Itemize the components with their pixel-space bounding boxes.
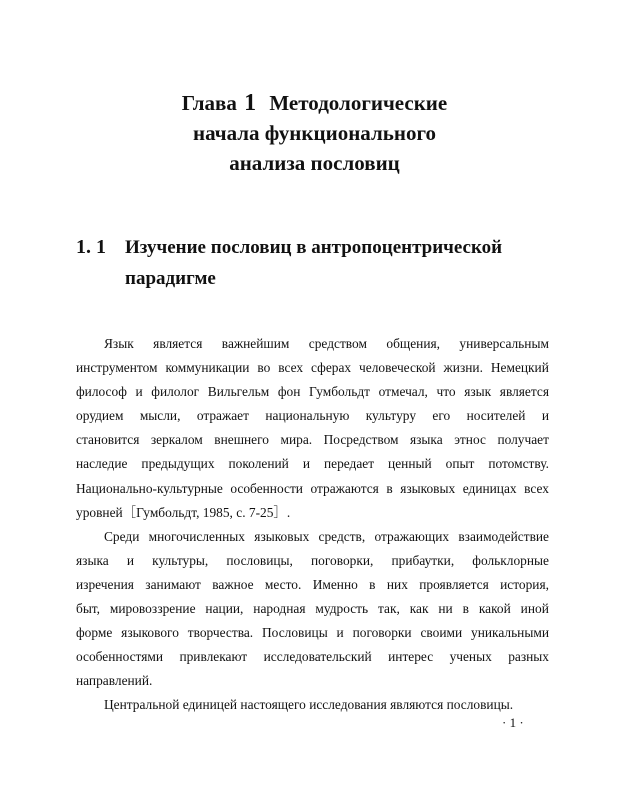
word: пословицы, bbox=[226, 552, 293, 568]
body-line bbox=[76, 452, 549, 476]
word: общения, bbox=[386, 336, 440, 351]
word: Гумбольдт bbox=[308, 384, 370, 400]
word: и bbox=[126, 552, 134, 568]
word: его bbox=[432, 408, 451, 424]
word: всех bbox=[278, 360, 304, 376]
word: единицах bbox=[462, 480, 517, 496]
body-line bbox=[76, 404, 549, 428]
word: языка bbox=[76, 552, 109, 568]
word: мира. bbox=[280, 432, 313, 448]
body-line bbox=[76, 332, 549, 356]
word: ни bbox=[438, 601, 453, 617]
word: отражающих bbox=[374, 528, 450, 544]
page-number: · 1 · bbox=[502, 715, 524, 730]
body-text bbox=[76, 332, 549, 718]
word: Пословицы bbox=[262, 625, 328, 641]
word: во bbox=[257, 360, 271, 376]
word: Посредством bbox=[323, 432, 399, 448]
chapter-title-line: Методологические bbox=[269, 91, 448, 115]
word: становится bbox=[76, 432, 140, 448]
word: и bbox=[135, 384, 143, 400]
body-line: направлений. bbox=[76, 673, 153, 689]
word: прибаутки, bbox=[391, 552, 455, 568]
word: своими bbox=[420, 625, 463, 641]
word: исследовательский bbox=[263, 649, 372, 665]
word: важнейшим bbox=[221, 336, 290, 351]
word: опыт bbox=[445, 456, 475, 472]
word: важное bbox=[212, 576, 254, 592]
word: история, bbox=[500, 576, 549, 592]
word: предыдущих bbox=[141, 456, 215, 472]
word: поговорки, bbox=[311, 552, 374, 568]
word: Вильгельм bbox=[207, 384, 270, 400]
word: в bbox=[369, 576, 376, 592]
body-line bbox=[76, 356, 549, 380]
word: нации, bbox=[205, 601, 244, 617]
word: внешнего bbox=[214, 432, 269, 448]
word: взаимодействие bbox=[458, 528, 549, 544]
word: проявляется bbox=[419, 576, 489, 592]
word: наследие bbox=[76, 456, 128, 472]
section-number: 1. 1 bbox=[76, 236, 106, 258]
word: языкового bbox=[121, 625, 179, 641]
word: в bbox=[386, 480, 393, 496]
word: поколений bbox=[228, 456, 289, 472]
word: ученых bbox=[449, 649, 492, 665]
word: место. bbox=[264, 576, 302, 592]
word: и bbox=[541, 408, 549, 424]
body-line bbox=[76, 549, 549, 573]
word: философ bbox=[76, 384, 127, 400]
word: универсальным bbox=[459, 336, 549, 351]
word: них bbox=[386, 576, 408, 592]
word: быт, bbox=[76, 601, 101, 617]
word: средством bbox=[308, 336, 367, 351]
chapter-number: 1 bbox=[244, 90, 257, 116]
word: мудрость bbox=[315, 601, 369, 617]
word: сферах bbox=[311, 360, 352, 376]
word: какой bbox=[478, 601, 511, 617]
section-title-line: парадигме bbox=[125, 268, 216, 289]
word: интерес bbox=[388, 649, 434, 665]
word: Именно bbox=[312, 576, 358, 592]
word: в bbox=[462, 601, 469, 617]
body-line bbox=[76, 428, 549, 452]
word: орудием bbox=[76, 408, 124, 424]
chapter-heading bbox=[60, 88, 569, 178]
word: человеческой bbox=[359, 360, 436, 376]
word: языка bbox=[409, 432, 443, 448]
word: языковых bbox=[400, 480, 456, 496]
word: особенностями bbox=[76, 649, 164, 665]
body-line bbox=[76, 621, 549, 645]
word: и bbox=[336, 625, 344, 641]
word: средств, bbox=[318, 528, 366, 544]
word: Среди bbox=[104, 528, 140, 544]
body-line bbox=[76, 477, 549, 501]
body-line bbox=[76, 645, 549, 669]
word: разных bbox=[508, 649, 549, 665]
word: Немецкий bbox=[490, 360, 549, 376]
word: этнос bbox=[454, 432, 486, 448]
section-title-line: Изучение пословиц в антропоцентрической bbox=[125, 237, 503, 258]
body-line bbox=[76, 380, 549, 404]
word: поговорки bbox=[352, 625, 412, 641]
word: носителей bbox=[466, 408, 526, 424]
word: получает bbox=[497, 432, 549, 448]
word: отражаются bbox=[310, 480, 379, 496]
body-line bbox=[76, 597, 549, 621]
section-title bbox=[125, 232, 555, 294]
word: что bbox=[436, 384, 456, 400]
word: так, bbox=[378, 601, 400, 617]
word: национальную bbox=[265, 408, 350, 424]
word: отражает bbox=[196, 408, 249, 424]
word: мысли, bbox=[139, 408, 181, 424]
word: и bbox=[302, 456, 310, 472]
word: языковых bbox=[254, 528, 310, 544]
word: является bbox=[153, 336, 203, 351]
word: особенности bbox=[230, 480, 303, 496]
word: творчества. bbox=[187, 625, 254, 641]
word: занимают bbox=[145, 576, 201, 592]
word: жизни. bbox=[443, 360, 483, 376]
word: ценный bbox=[388, 456, 432, 472]
word: является bbox=[499, 384, 549, 400]
word: филолог bbox=[151, 384, 200, 400]
word: передает bbox=[323, 456, 375, 472]
word: отмечал, bbox=[378, 384, 428, 400]
word: многочисленных bbox=[148, 528, 245, 544]
chapter-title-line: начала функционального bbox=[192, 121, 436, 145]
word: коммуникации bbox=[165, 360, 250, 376]
body-line bbox=[76, 573, 549, 597]
word: зеркалом bbox=[150, 432, 203, 448]
word: потомству. bbox=[488, 456, 549, 472]
word: культуры, bbox=[152, 552, 209, 568]
body-line bbox=[76, 525, 549, 549]
word: привлекают bbox=[179, 649, 248, 665]
word: фон bbox=[277, 384, 301, 400]
word: мировоззрение bbox=[109, 601, 196, 617]
chapter-label: Глава bbox=[181, 91, 237, 115]
word: Язык bbox=[104, 336, 134, 351]
word: уникальными bbox=[471, 625, 549, 641]
word: форме bbox=[76, 625, 113, 641]
word: как bbox=[409, 601, 429, 617]
word: инструментом bbox=[76, 360, 158, 376]
word: всех bbox=[524, 480, 549, 496]
word: язык bbox=[464, 384, 492, 400]
body-line: уровней［Гумбольдт, 1985, с. 7-25］. bbox=[76, 504, 291, 520]
body-line: Центральной единицей настоящего исследования являются пословицы. bbox=[104, 697, 514, 713]
word: фольклорные bbox=[472, 552, 549, 568]
word: Национально-культурные bbox=[76, 480, 223, 496]
word: культуру bbox=[365, 408, 417, 424]
word: изречения bbox=[76, 576, 134, 592]
chapter-title-line: анализа пословиц bbox=[229, 151, 400, 175]
chapter-heading-line-1 bbox=[60, 88, 569, 118]
word: народная bbox=[253, 601, 306, 617]
word: иной bbox=[520, 601, 549, 617]
